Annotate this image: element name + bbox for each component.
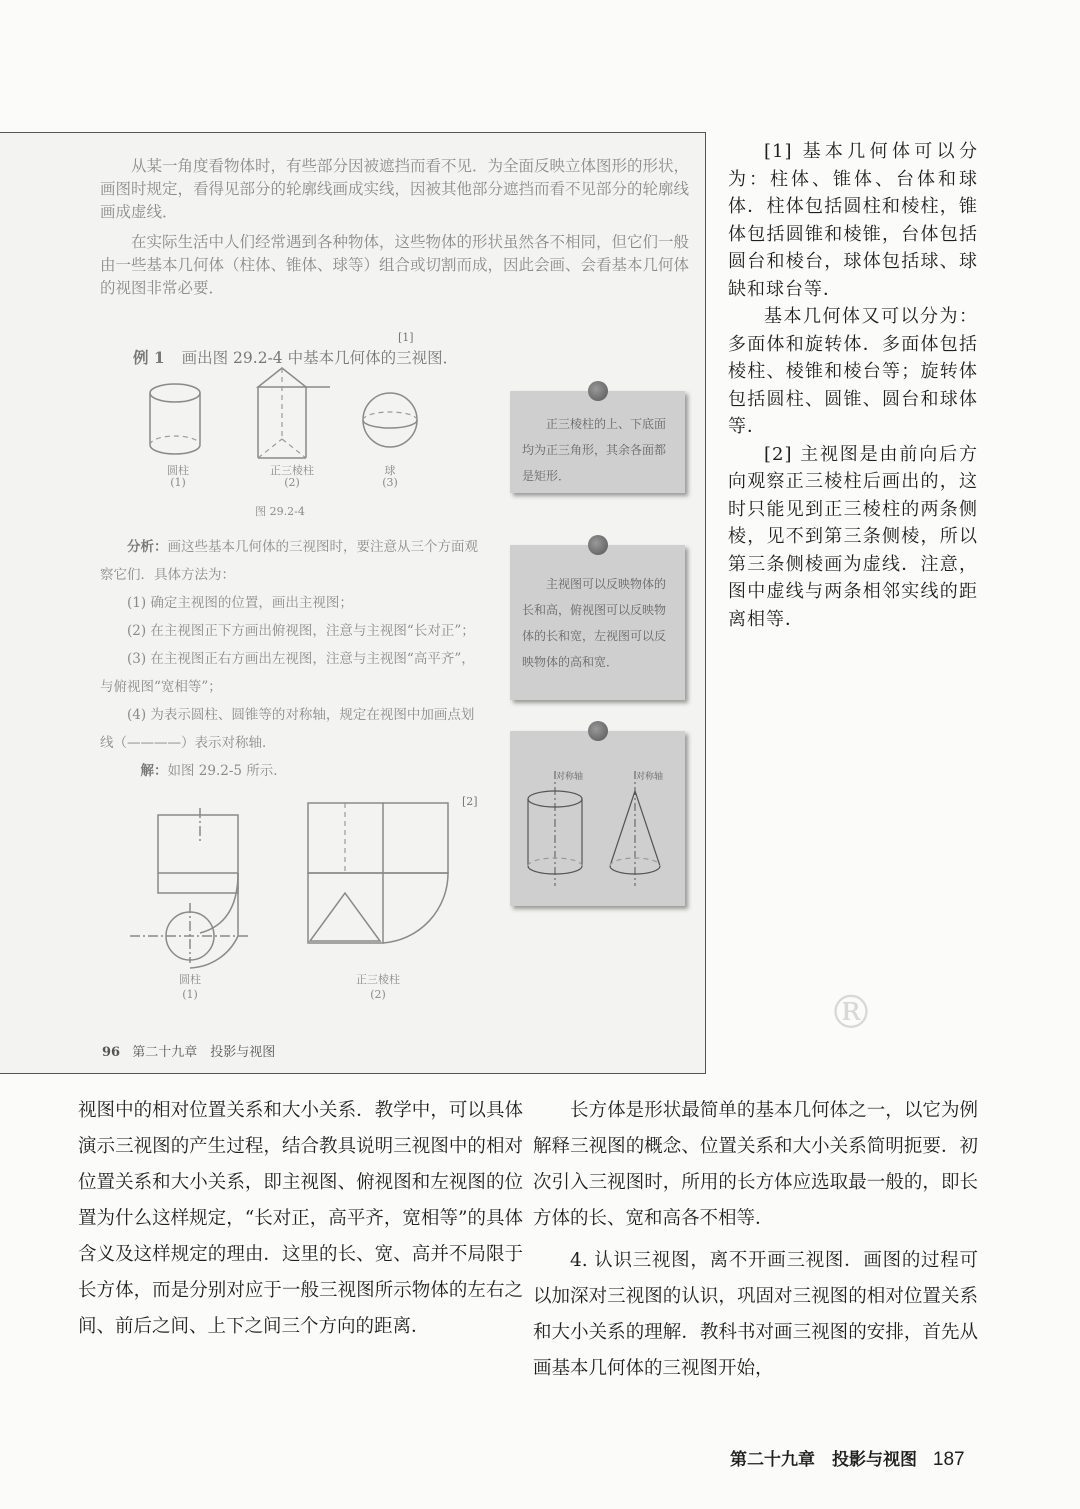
shape-2-name: 正三棱柱	[270, 464, 314, 477]
prism-views-drawing	[308, 803, 448, 943]
view-1-name: 圆柱	[179, 973, 201, 986]
axis-label-2: 对称轴	[636, 772, 664, 782]
side-note-3: [2] 主视图是由前向后方向观察正三棱柱后画出的，这时只能见到正三棱柱的两条侧棱，见不到第三条侧棱，所以第三条侧棱画为虚线．注意，图中虚线与两条相邻实线的距离相等．	[728, 443, 978, 630]
inner-footer	[102, 1041, 275, 1060]
note-2-text: 主视图可以反映物体的长和高，俯视图可以反映物体的长和宽，左视图可以反映物体的高和宽．	[522, 577, 667, 669]
step-2: (2) 在主视图正下方画出俯视图，注意与主视图“长对正”；	[127, 623, 475, 639]
sticky-note-3	[510, 731, 685, 906]
page-number: 187	[932, 1449, 965, 1470]
shape-2-num: (2)	[284, 476, 300, 489]
footer-chapter: 第二十九章 投影与视图	[730, 1450, 917, 1470]
inner-footer-chapter: 第二十九章 投影与视图	[132, 1045, 276, 1060]
shape-1-num: (1)	[170, 476, 186, 489]
side-notes	[728, 138, 978, 633]
shape-3-num: (3)	[382, 476, 398, 489]
page-footer	[730, 1445, 965, 1471]
view-2-name: 正三棱柱	[356, 973, 400, 986]
inner-para-1: 从某一角度看物体时，有些部分因被遮挡而看不见．为全面反映立体图形的形状，画图时规定，看得见部分的轮廓线画成实线，因被其他部分遮挡而看不见部分的轮廓线画成虚线．	[100, 157, 690, 221]
sticky-note-2	[510, 545, 685, 700]
side-note-1: [1] 基本几何体可以分为：柱体、锥体、台体和球体．柱体包括圆柱和棱柱，锥体包括圆锥和棱锥，台体包括圆台和棱台，球体包括球、球缺和球台等．	[728, 141, 978, 300]
shape-3-name: 球	[384, 464, 396, 477]
view-1-num: (1)	[182, 988, 198, 1001]
example-text: 画出图 29.2-4 中基本几何体的三视图．	[181, 349, 459, 367]
step-4: (4) 为表示圆柱、圆锥等的对称轴，规定在视图中加画点划线（————）表示对称轴．	[100, 707, 475, 751]
shape-1-name: 圆柱	[167, 464, 189, 477]
example-label: 例 1	[133, 348, 165, 367]
right-column	[533, 1093, 978, 1387]
view-2-num: (2)	[370, 988, 386, 1001]
registered-watermark: ®	[828, 985, 874, 1039]
inner-footer-page: 96	[102, 1045, 121, 1060]
inner-para-2: 在实际生活中人们经常遇到各种物体，这些物体的形状虽然各不相同，但它们一般由一些基本几何体（柱体、锥体、球等）组合或切割而成，因此会画、会看基本几何体的视图非常必要．	[100, 233, 690, 297]
solution-label: 解：	[140, 763, 168, 779]
analysis-label: 分析：	[127, 539, 168, 555]
step-3: (3) 在主视图正右方画出左视图，注意与主视图“高平齐”，与俯视图“宽相等”；	[100, 651, 475, 695]
embedded-textbook-page	[0, 132, 706, 1074]
cylinder-drawing	[150, 384, 200, 454]
sticky-note-1	[510, 391, 685, 493]
note-1-text: 正三棱柱的上、下底面均为正三角形，其余各面都是矩形．	[522, 417, 667, 483]
pin-icon	[588, 381, 608, 401]
ref-marker-2: [2]	[462, 795, 478, 808]
sphere-drawing	[363, 393, 417, 447]
cylinder-views-drawing	[130, 808, 250, 968]
solution-text: 如图 29.2-5 所示．	[167, 763, 287, 779]
cylinder-cone-drawing	[510, 731, 685, 906]
left-column	[78, 1093, 523, 1345]
prism-drawing	[258, 368, 330, 458]
left-column-text: 视图中的相对位置关系和大小关系．教学中，可以具体演示三视图的产生过程，结合教具说明三视图中的相对位置关系和大小关系，即主视图、俯视图和左视图的位置为什么这样规定，“长对正，高平齐，宽相等”的具体含义及这样规定的理由．这里的长、宽、高并不局限于长方体，而是分别对应于一般三视图所示物体的左右之间、前后之间、上下之间三个方向的距离．	[78, 1100, 523, 1337]
right-column-para-2: 4. 认识三视图，离不开画三视图．画图的过程可以加深对三视图的认识，巩固对三视图的相对位置关系和大小关系的理解．教科书对画三视图的安排，首先从画基本几何体的三视图开始，	[533, 1250, 978, 1379]
figure-caption: 图 29.2-4	[255, 505, 305, 518]
step-1: (1) 确定主视图的位置，画出主视图；	[127, 595, 353, 611]
side-note-2: 基本几何体又可以分为：多面体和旋转体．多面体包括棱柱、棱锥和棱台等；旋转体包括圆柱、圆锥、圆台和球体等．	[728, 306, 978, 437]
analysis-block	[100, 533, 480, 785]
axis-label-1: 对称轴	[556, 772, 584, 782]
analysis-text: 画这些基本几何体的三视图时，要注意从三个方面观察它们．具体方法为：	[100, 539, 478, 583]
pin-icon	[588, 535, 608, 555]
right-column-para-1: 长方体是形状最简单的基本几何体之一，以它为例解释三视图的概念、位置关系和大小关系简明扼要．初次引入三视图时，所用的长方体应选取最一般的，即长方体的长、宽和高各不相等．	[533, 1100, 978, 1229]
ref-marker-1: [1]	[398, 331, 414, 344]
